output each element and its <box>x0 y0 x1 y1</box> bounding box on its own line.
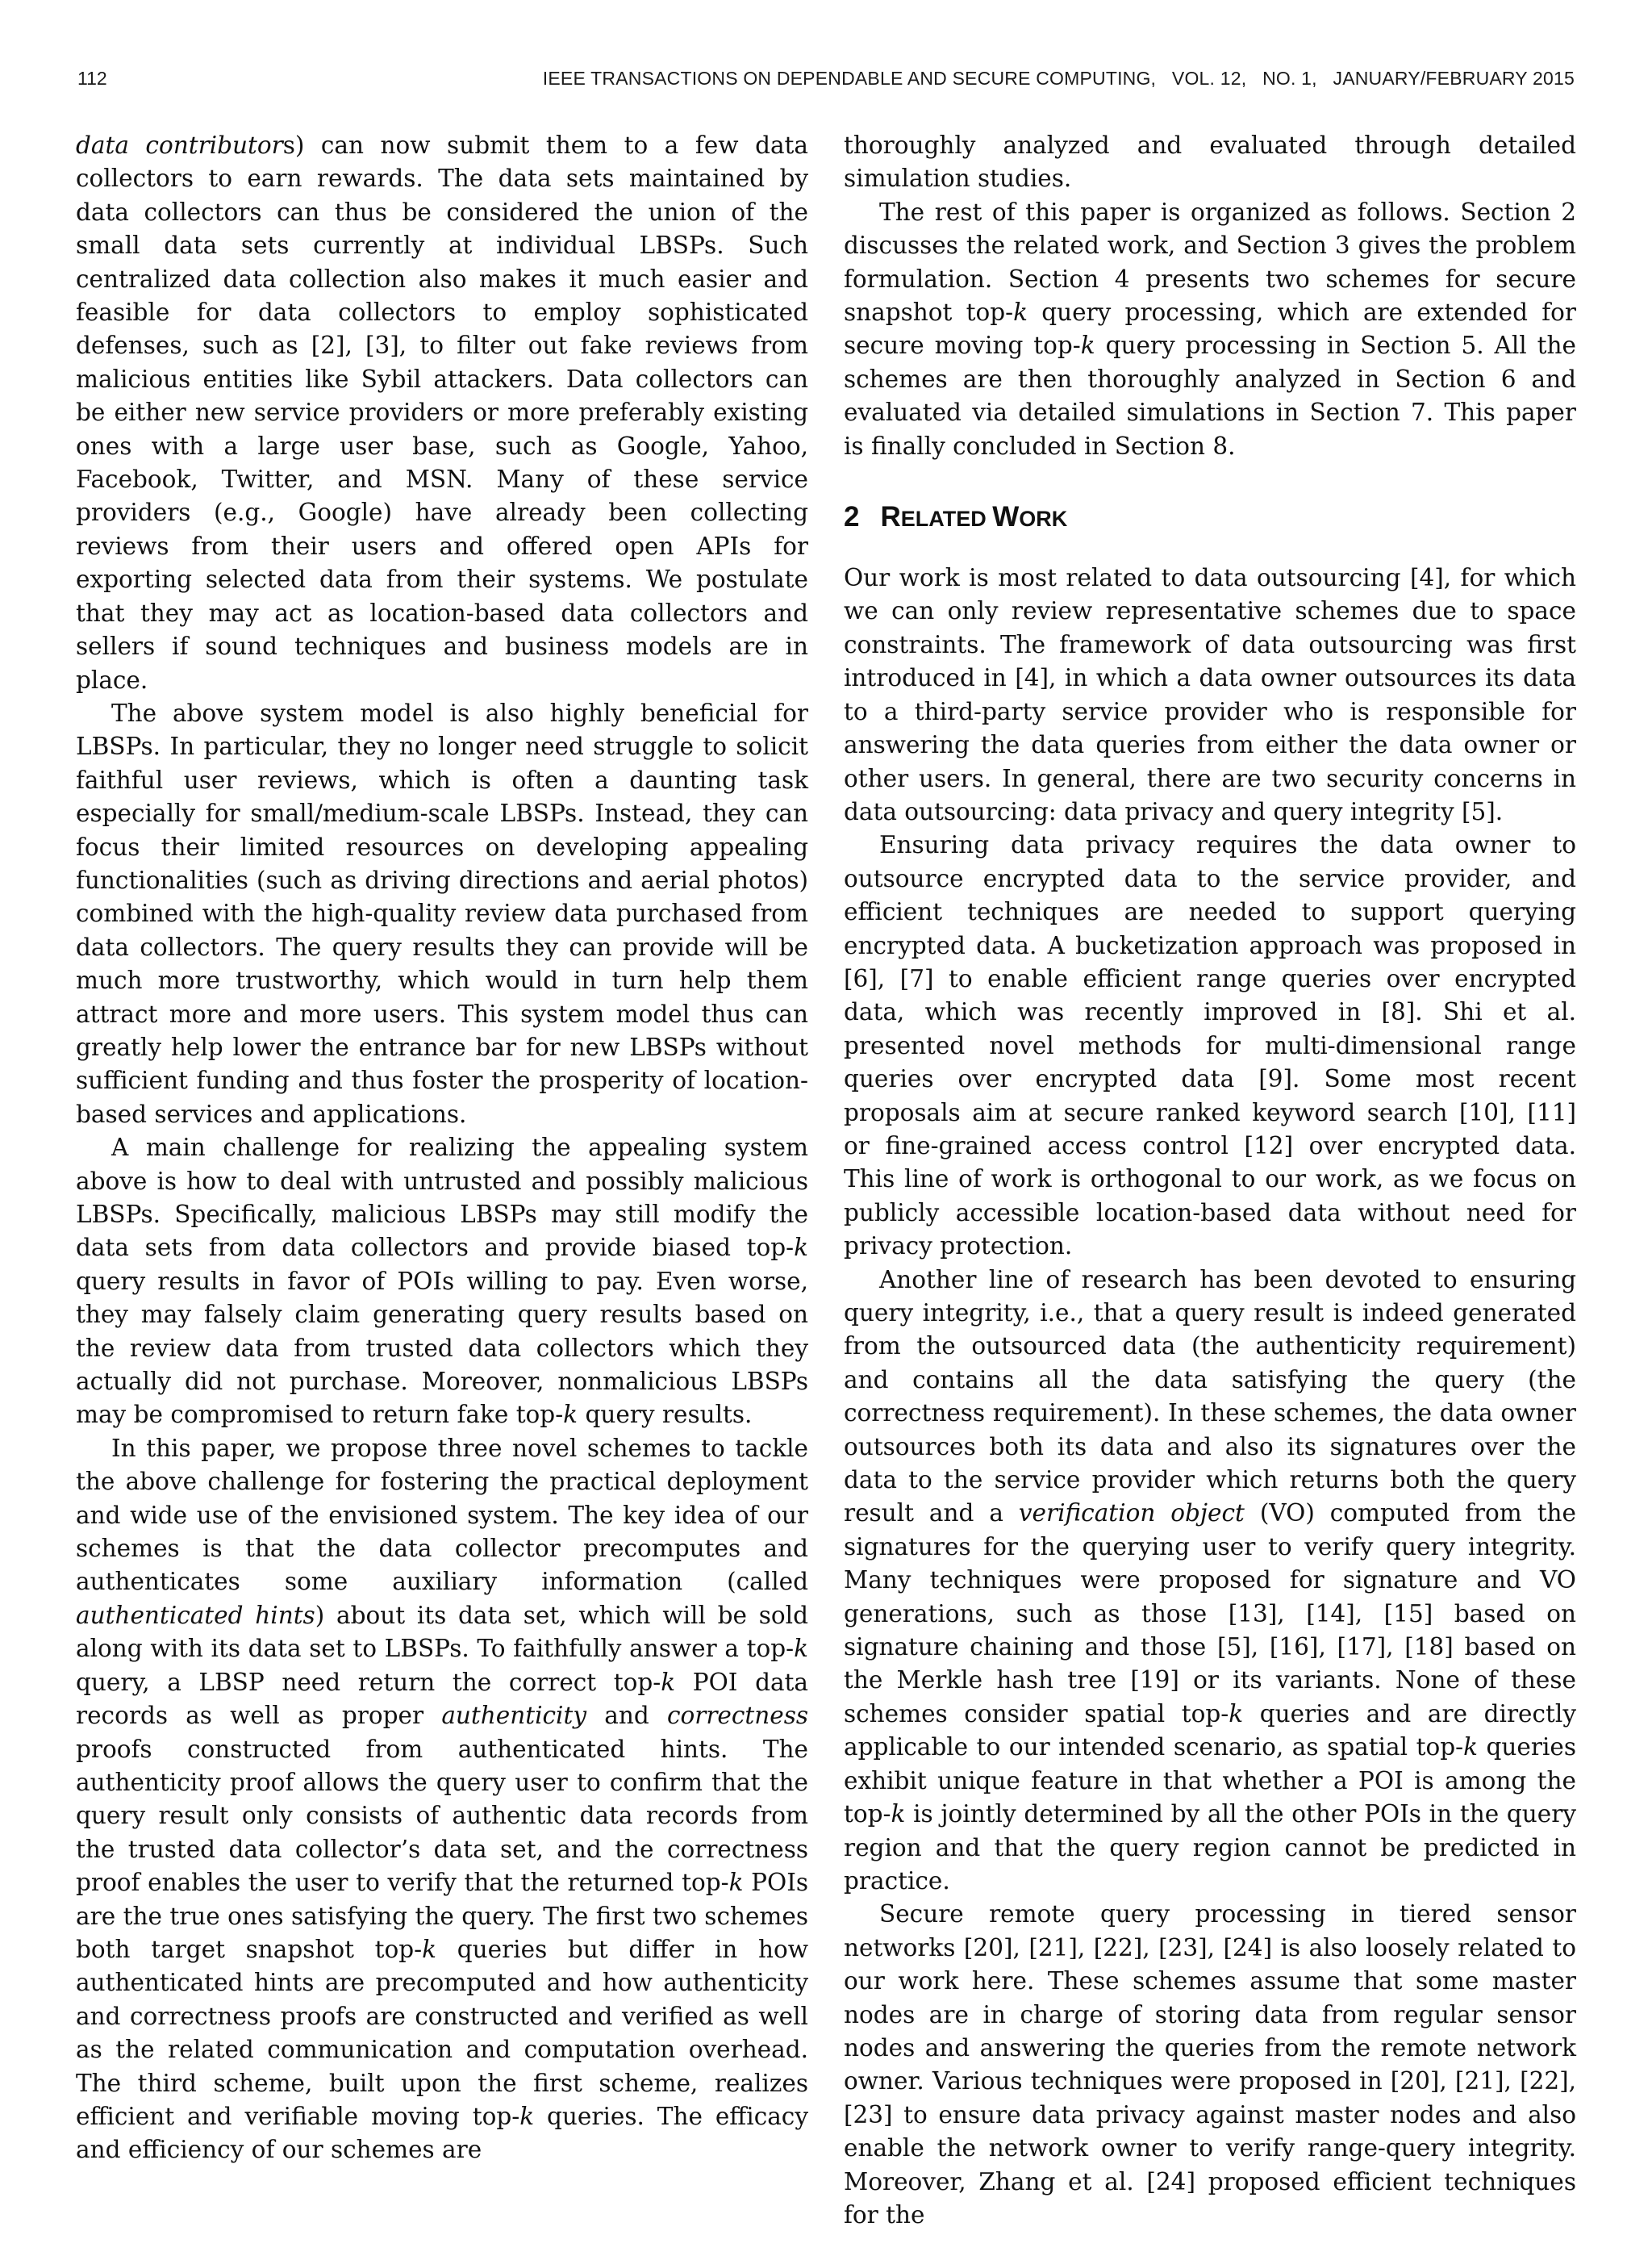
paragraph: Our work is most related to data outsourcing [4], for which we can only review representative schemes due to space constraints. The framework of data outsourcing was first introduced in [4], in which a data owner outsources its data to a third-party service provider who is responsible for answering the data queries from either the data owner or other users. In general, there are two security concerns in data outsourcing: data privacy and query integrity [5]. <box>844 564 1576 825</box>
paragraph: Ensuring data privacy requires the data owner to outsource encrypted data to the service provider, and efficient techniques are needed to support querying encrypted data. A bucketization approach was proposed in [6], [7] to enable efficient range queries over encrypted data, which was recently improved in [8]. Shi et al. presented novel methods for multi-dimensional range queries over encrypted data [9]. Some most recent proposals aim at secure ranked keyword search [10], [11] or fine-grained access control [12] over encrypted data. This line of work is orthogonal to our work, as we focus on publicly accessible location-based data without need for privacy protection. <box>844 831 1576 1260</box>
paragraph: The above system model is also highly beneficial for LBSPs. In particular, they no longer need struggle to solicit faithful user reviews, which is often a daunting task especially for small/medium-scale LBSPs. Instead, they can focus their limited resources on developing appealing functionalities (such as driving directions and aerial photos) combined with the high-quality review data purchased from data collectors. The query results they can provide will be much more trustworthy, which would in turn help them attract more and more users. This system model thus can greatly help lower the entrance bar for new LBSPs without sufficient funding and thus foster the prosperity of location-based services and applications. <box>76 699 808 1128</box>
paragraph: The rest of this paper is organized as follows. Section 2 discusses the related work, and Section 3 gives the problem formulation. Section 4 presents two schemes for secure snapshot top-k query processing, which are extended for secure moving top-k query processing in Section 5. All the schemes are then thoroughly analyzed in Section 6 and evaluated via detailed simulations in Section 7. This paper is finally concluded in Section 8. <box>844 198 1576 460</box>
paragraph: A main challenge for realizing the appealing system above is how to deal with untrusted and possibly malicious LBSPs. Specifically, malicious LBSPs may still modify the data sets from data collectors and provide biased top-k query results in favor of POIs willing to pay. Even worse, they may falsely claim generating query results based on the review data from trusted data collectors which they actually did not purchase. Moreover, nonmalicious LBSPs may be compromised to return fake top-k query results. <box>76 1134 808 1429</box>
section-heading: 2 RELATED WORK <box>844 501 1068 533</box>
page-number: 112 <box>77 68 107 89</box>
journal-running-head: IEEE TRANSACTIONS ON DEPENDABLE AND SECURE COMPUTING, VOL. 12, NO. 1, JANUARY/FEBRUARY 2015 <box>542 68 1575 89</box>
paragraph: Secure remote query processing in tiered sensor networks [20], [21], [22], [23], [24] is also loosely related to our work here. These schemes assume that some master nodes are in charge of storing data from regular sensor nodes and answering the queries from the remote network owner. Various techniques were proposed in [20], [21], [22], [23] to ensure data privacy against master nodes and also enable the network owner to verify range-query integrity. Moreover, Zhang et al. [24] proposed efficient techniques for the <box>844 1900 1576 2229</box>
paragraph: In this paper, we propose three novel schemes to tackle the above challenge for fostering the practical deployment and wide use of the envisioned system. The key idea of our schemes is that the data collector precomputes and authenticates some auxiliary information (called authenticated hints) about its data set, which will be sold along with its data set to LBSPs. To faithfully answer a top-k query, a LBSP need return the correct top-k POI data records as well as proper authenticity and correctness proofs constructed from authenticated hints. The authenticity proof allows the query user to confirm that the query result only consists of authentic data records from the trusted data collector’s data set, and the correctness proof enables the user to verify that the returned top-k POIs are the true ones satisfying the query. The first two schemes both target snapshot top-k queries but differ in how authenticated hints are precomputed and how authenticity and correctness proofs are constructed and verified as well as the related communication and computation overhead. The third scheme, built upon the first scheme, realizes efficient and verifiable moving top-k queries. The efficacy and efficiency of our schemes are <box>76 1434 809 2164</box>
paragraph: data contributors) can now submit them to a few data collectors to earn rewards. The data sets maintained by data collectors can thus be considered the union of the small data sets currently at individual LBSPs. Such centralized data collection also makes it much easier and feasible for data collectors to employ sophisticated defenses, such as [2], [3], to filter out fake reviews from malicious entities like Sybil attackers. Data collectors can be either new service providers or more preferably existing ones with a large user base, such as Google, Yahoo, Facebook, Twitter, and MSN. Many of these service providers (e.g., Google) have already been collecting reviews from their users and offered open APIs for exporting selected data from their systems. We postulate that they may act as location-based data collectors and sellers if sound techniques and business models are in place. <box>76 132 808 694</box>
paragraph: Another line of research has been devoted to ensuring query integrity, i.e., that a query result is indeed generated from the outsourced data (the authenticity requirement) and contains all the data satisfying the query (the correctness requirement). In these schemes, the data owner outsources both its data and also its signatures over the data to the service provider which returns both the query result and a verification object (VO) computed from the signatures for the querying user to verify query integrity. Many techniques were proposed for signature and VO generations, such as those [13], [14], [15] based on signature chaining and those [5], [16], [17], [18] based on the Merkle hash tree [19] or its variants. None of these schemes consider spatial top-k queries and are directly applicable to our intended scenario, as spatial top-k queries exhibit unique feature in that whether a POI is among the top-k is jointly determined by all the other POIs in the query region and that the query region cannot be predicted in practice. <box>844 1265 1577 1895</box>
left-column <box>76 129 808 2167</box>
right-column <box>844 129 1576 2232</box>
page-header <box>77 68 1575 100</box>
paragraph: thoroughly analyzed and evaluated through detailed simulation studies. <box>844 132 1576 193</box>
